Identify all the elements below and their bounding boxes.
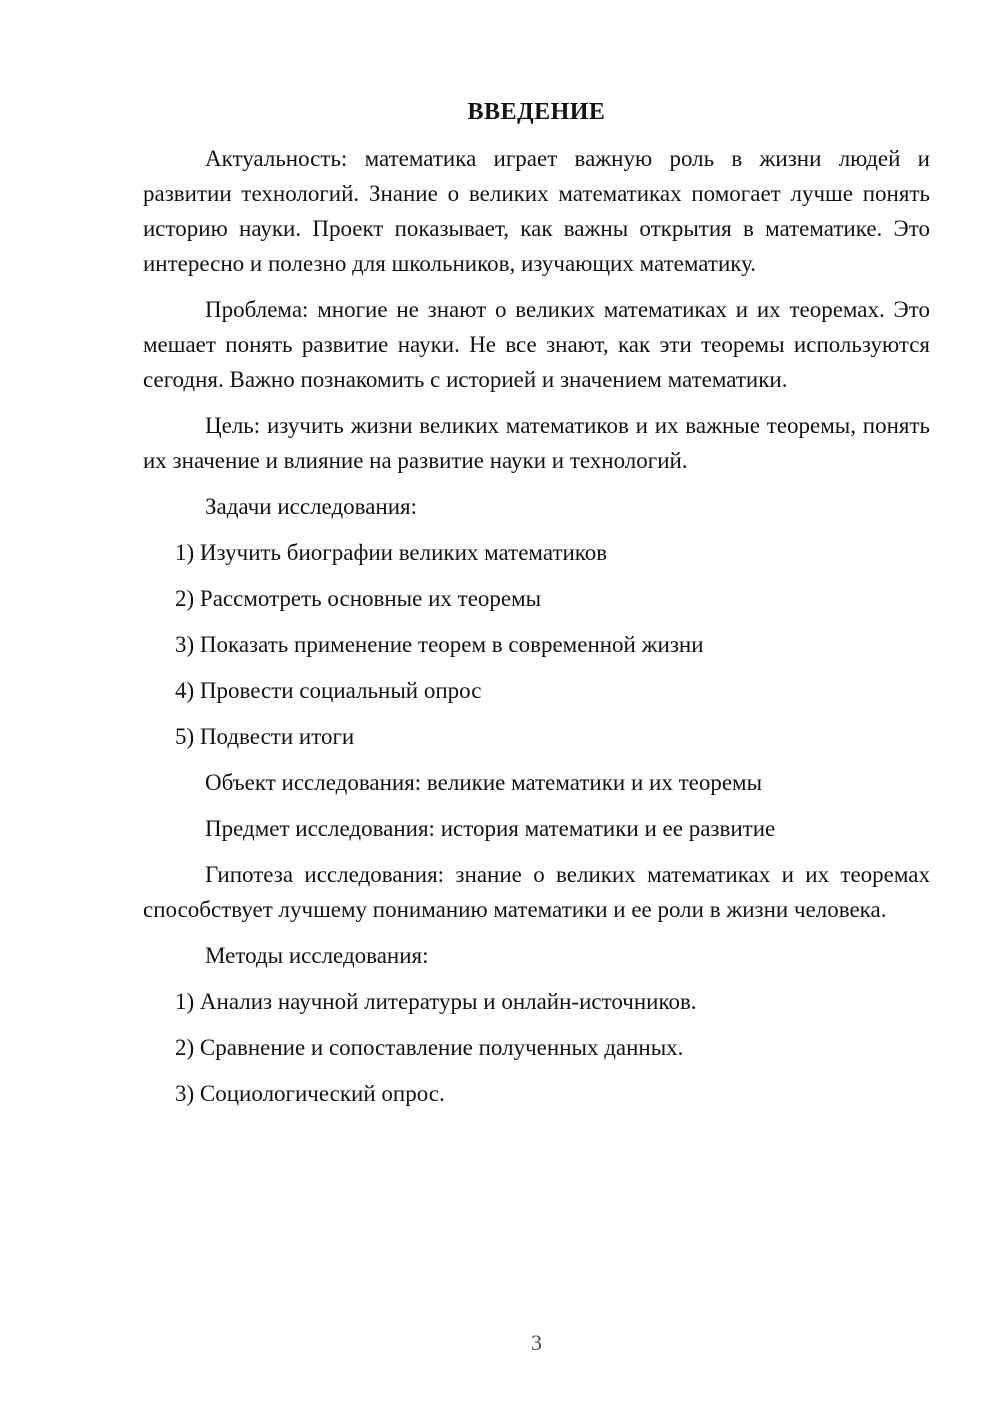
tasks-heading: Задачи исследования: (205, 494, 418, 519)
paragraph-hypothesis: Гипотеза исследования: знание о великих математиках и их теоремах способствует лучшему пониманию математики и ее роли в жизни человека. (143, 862, 930, 922)
page-title: ВВЕДЕНИЕ (467, 99, 606, 125)
task-item-2: 2) Рассмотреть основные их теоремы (175, 586, 542, 611)
page-content (143, 95, 930, 1122)
task-item-5: 5) Подвести итоги (175, 724, 355, 749)
task-item-4: 4) Провести социальный опрос (175, 678, 482, 703)
paragraph-actuality: Актуальность: математика играет важную роль в жизни людей и развитии технологий. Знание о великих математиках помогает лучше понять историю науки. Проект показывает, как важны открытия в математике. Это интересно и полезно для школьников, изучающих математику. (143, 146, 930, 276)
paragraph-object: Объект исследования: великие математики и их теоремы (205, 770, 763, 795)
paragraph-goal: Цель: изучить жизни великих математиков и их важные теоремы, понять их значение и влияние на развитие науки и технологий. (143, 413, 930, 473)
method-item-2: 2) Сравнение и сопоставление полученных данных. (175, 1035, 684, 1060)
paragraph-subject: Предмет исследования: история математики и ее развитие (205, 816, 776, 841)
page-number: 3 (531, 1330, 542, 1355)
task-item-1: 1) Изучить биографии великих математиков (175, 540, 608, 565)
paragraph-problem: Проблема: многие не знают о великих математиках и их теоремах. Это мешает понять развитие науки. Не все знают, как эти теоремы используются сегодня. Важно познакомить с историей и значением математики. (143, 297, 930, 392)
methods-heading: Методы исследования: (205, 943, 429, 968)
method-item-3: 3) Социологический опрос. (175, 1081, 445, 1106)
task-item-3: 3) Показать применение теорем в современной жизни (175, 632, 704, 657)
method-item-1: 1) Анализ научной литературы и онлайн-источников. (175, 989, 697, 1014)
